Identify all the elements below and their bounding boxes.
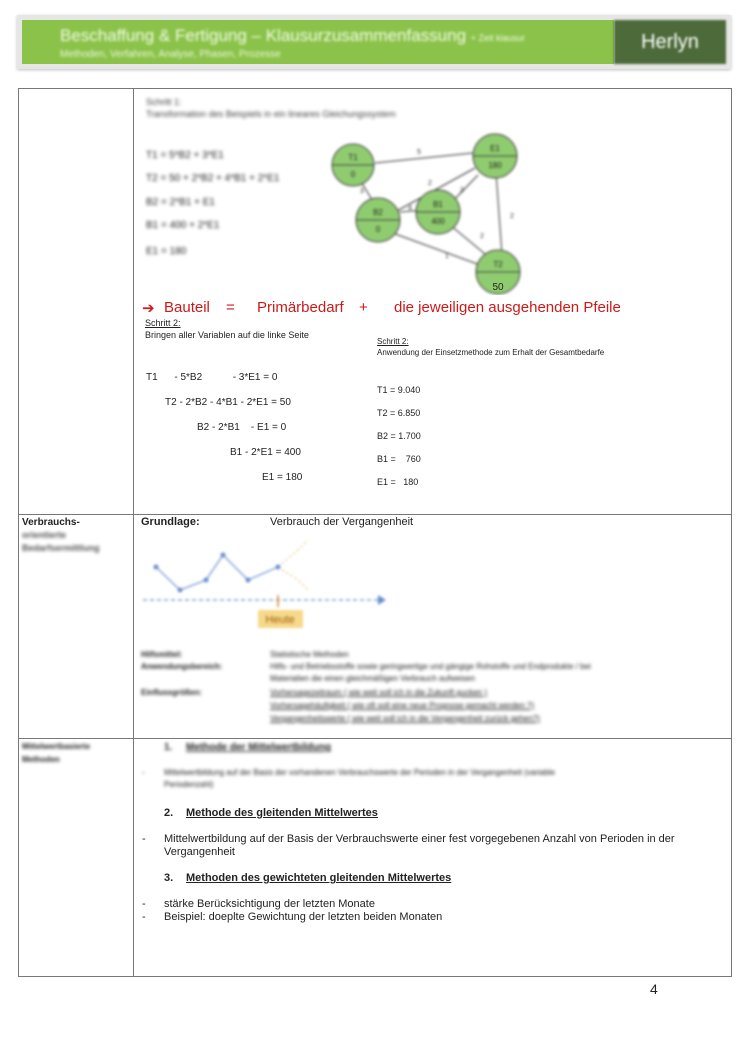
page-number: 4 [650,981,658,997]
method3-title: Methoden des gewichteten gleitenden Mittelwertes [186,872,452,884]
result-value: E1 = 180 [377,477,419,487]
graph-edge-label: 3 [360,188,364,195]
graph-node-value: 50 [492,282,504,293]
graph-edge-label: 2 [460,187,464,194]
result-value: T1 = 9.040 [377,385,421,395]
step2-equation: B1 - 2*E1 = 400 [230,447,301,458]
rule-part-pfeile: die jeweiligen ausgehenden Pfeile [394,299,621,316]
graph-edge-label: 2 [510,213,514,220]
method3-number: 3. [164,872,174,884]
graph-node-value: 0 [375,225,381,234]
step1-equation: T2 = 50 + 2*B2 + 4*B1 + 2*E1 [146,173,280,184]
rule-part-primaerbedarf: Primärbedarf [257,299,344,316]
forecast-line [278,540,308,567]
consumption-point [178,588,183,593]
result-value: T2 = 6.850 [377,408,421,418]
consumption-point [276,565,281,570]
method3-dash: - [142,911,146,923]
step1-label: Schritt 1: [146,97,182,107]
table-row-divider [18,738,732,739]
einfluss-item: Vergangenheitswerte ( wie weit soll ich in die Vergangenheit zurück gehen?) [270,714,540,723]
header-author: Herlyn [614,20,726,64]
method1-number: 1. [164,742,173,753]
grundlage-value: Verbrauch der Vergangenheit [270,516,414,528]
method2-number: 2. [164,807,174,819]
rule-equals: = [226,299,235,316]
section3-label-line2: Methoden [22,755,60,764]
anwendung-value: Materialien die einen gleichmäßigen Verbrauch aufweisen [270,674,476,683]
graph-node-label: T1 [348,153,358,162]
gozinto-graph [320,130,540,295]
graph-edge-label: 2 [428,180,432,187]
header-banner [17,15,731,69]
step3-description: Anwendung der Einsetzmethode zum Erhalt der Gesamtbedarfe [377,348,605,357]
method1-dash: - [142,768,145,777]
consumption-point [221,553,226,558]
graph-edge [375,153,473,163]
einfluss-label: Einflussgrößen: [141,688,202,697]
header-title-suffix: + Zeit klausur [470,33,526,43]
method2-description: Vergangenheit [164,846,235,858]
step2-equation: T1 - 5*B2 - 3*E1 = 0 [146,372,278,383]
forecast-line [278,567,308,590]
graph-node-label: E1 [490,144,500,153]
grundlage-label: Grundlage: [141,516,200,528]
section2-label-line2: orientierte [22,530,67,540]
table-row-divider [18,514,732,515]
step2-equation: E1 = 180 [262,472,303,483]
method2-title: Methode des gleitenden Mittelwertes [186,807,378,819]
graph-edge [390,232,480,265]
result-value: B1 = 760 [377,454,421,464]
graph-node-label: T2 [493,260,503,269]
header-subtitle: Methoden, Verfahren, Analyse, Phasen, Prozesse [60,49,281,60]
graph-edge-label: 2 [480,233,484,240]
section2-label-line3: Bedarfsermittlung [22,543,100,553]
step1-description: Transformation des Beispiels in ein lineares Gleichungssystem [146,109,396,119]
step1-equation: B1 = 400 + 2*E1 [146,220,220,231]
graph-node-value: 400 [431,217,445,226]
table-border-bottom [18,976,732,977]
graph-node-label: B2 [373,208,383,217]
table-border-top [18,88,732,89]
step1-equation: T1 = 5*B2 + 3*E1 [146,150,224,161]
rule-arrow: ➔ [142,300,155,317]
hilfsmittel-value: Statistische Methoden [270,650,349,659]
consumption-point [246,578,251,583]
graph-node-value: 0 [350,170,356,179]
step1-equation: B2 = 2*B1 + E1 [146,197,215,208]
consumption-sketch [138,535,398,635]
step3-label: Schritt 2: [377,337,409,346]
consumption-point [204,578,209,583]
method3-dash: - [142,898,146,910]
method2-description: Mittelwertbildung auf der Basis der Verbrauchswerte einer fest vorgegebenen Anzahl von Perioden in der [164,833,675,845]
anwendung-label: Anwendungsbereich: [141,662,223,671]
einfluss-item: Vorhersagezeitraum ( wie weit soll ich in die Zukunft gucken ) [270,688,487,697]
method3-bullet: stärke Berücksichtigung der letzten Monate [164,898,375,910]
step1-equation: E1 = 180 [146,246,187,257]
method1-description: Periodenzahl) [164,780,214,789]
method1-description: Mittelwertbildung auf der Basis der vorhandenen Verbrauchswerte der Perioden in der Vergangenheit (variable [164,768,555,777]
today-label: Heute [265,614,295,626]
table-column-divider [133,88,134,977]
einfluss-item: Vorhersagehäufigkeit ( wie oft soll eine neue Prognose gemacht werden ?) [270,701,535,710]
result-value: B2 = 1.700 [377,431,421,441]
method1-title: Methode der Mittelwertbildung [186,742,331,753]
rule-plus: + [359,299,368,316]
rule-part-bauteil: Bauteil [164,299,210,316]
consumption-line [156,555,278,590]
section3-label-line1: Mittelwertbasierte [22,742,91,751]
graph-node-value: 180 [488,161,502,170]
step2-equation: B2 - 2*B1 - E1 = 0 [197,422,287,433]
consumption-point [154,565,159,570]
method2-dash: - [142,833,146,845]
header-title-block [22,20,614,64]
graph-node-label: B1 [433,200,443,209]
method3-bullet: Beispiel: doeplte Gewichtung der letzten beiden Monaten [164,911,443,923]
graph-edge [496,172,502,255]
time-axis-arrowhead [378,595,386,605]
step2-equation: T2 - 2*B2 - 4*B1 - 2*E1 = 50 [165,397,291,408]
step2-description: Bringen aller Variablen auf die linke Seite [145,330,309,340]
section2-label-line1: Verbrauchs- [22,517,80,528]
hilfsmittel-label: Hilfsmittel: [141,650,183,659]
graph-edge-label: 1 [445,253,449,260]
graph-edge-label: 5 [417,149,421,156]
step2-label: Schritt 2: [145,318,181,328]
graph-edge-label: 4 [408,205,412,212]
header-title: Beschaffung & Fertigung – Klausurzusammenfassung + Zeit klausur [60,26,526,45]
anwendung-value: Hilfs- und Betriebsstoffe sowie geringwertige und gängige Rohstoffe und Endprodukte / bei [270,662,591,671]
